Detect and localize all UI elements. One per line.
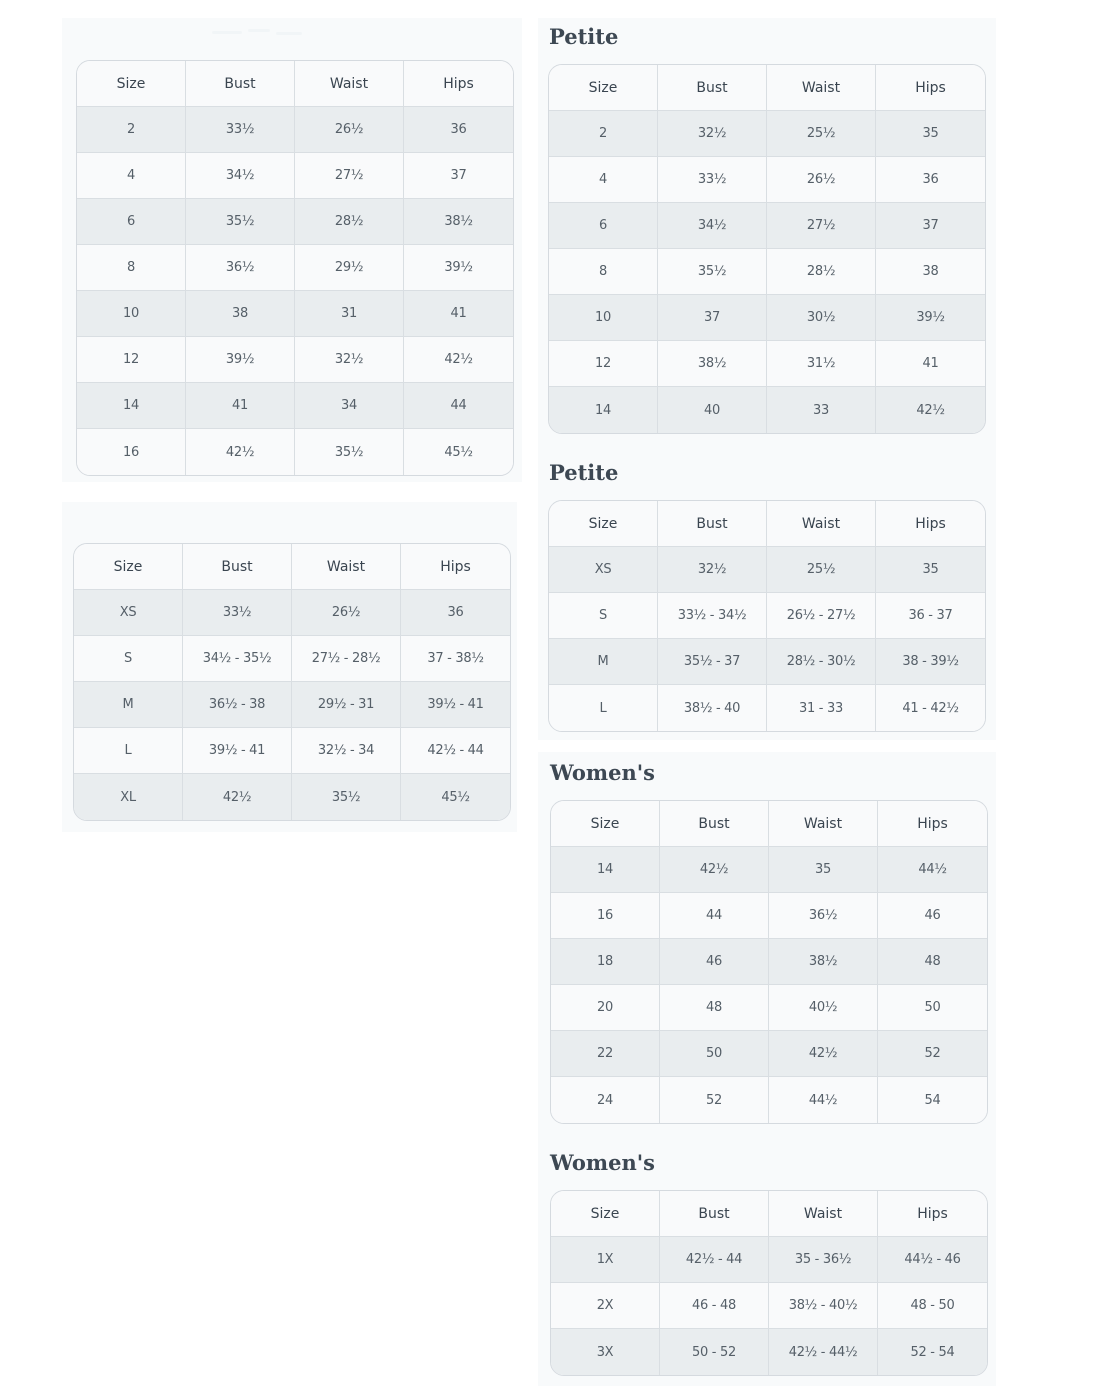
cell-bust: 50 [660,1031,769,1077]
cell-size: XS [74,590,183,636]
header-hips: Hips [404,61,513,107]
cell-size: 14 [549,387,658,433]
cell-size: L [74,728,183,774]
cell-hips: 41 [876,341,985,387]
cell-bust: 36½ - 38 [183,682,292,728]
cell-bust: 42½ [186,429,295,475]
cell-hips: 38½ [404,199,513,245]
header-hips: Hips [401,544,510,590]
cell-bust: 50 - 52 [660,1329,769,1375]
petite-numeric-size-table [548,64,986,434]
header-waist: Waist [767,65,876,111]
cell-size: 4 [77,153,186,199]
cell-size: 2 [77,107,186,153]
table-grid [549,501,985,731]
header-bust: Bust [183,544,292,590]
cell-bust: 34½ [658,203,767,249]
cell-hips: 48 - 50 [878,1283,987,1329]
cell-bust: 42½ [660,847,769,893]
cell-bust: 32½ [658,547,767,593]
cell-size: 24 [551,1077,660,1123]
cell-bust: 52 [660,1077,769,1123]
cell-size: 16 [551,893,660,939]
cell-hips: 36 [401,590,510,636]
cell-waist: 26½ [292,590,401,636]
header-waist: Waist [295,61,404,107]
table-grid [549,65,985,433]
cell-waist: 26½ [767,157,876,203]
cell-waist: 26½ - 27½ [767,593,876,639]
cell-size: 8 [549,249,658,295]
header-bust: Bust [658,501,767,547]
petite-numeric-heading: Petite [549,24,619,49]
cell-bust: 33½ - 34½ [658,593,767,639]
header-bust: Bust [660,1191,769,1237]
cell-bust: 46 [660,939,769,985]
cell-bust: 42½ [183,774,292,820]
cell-bust: 34½ [186,153,295,199]
cell-size: M [549,639,658,685]
cell-hips: 54 [878,1077,987,1123]
cell-hips: 36 - 37 [876,593,985,639]
header-waist: Waist [767,501,876,547]
cell-size: 6 [549,203,658,249]
cell-bust: 44 [660,893,769,939]
header-size: Size [551,801,660,847]
cell-size: 8 [77,245,186,291]
cell-size: 10 [549,295,658,341]
cell-size: 3X [551,1329,660,1375]
cell-waist: 38½ - 40½ [769,1283,878,1329]
cell-size: 2 [549,111,658,157]
cell-waist: 32½ [295,337,404,383]
cell-size: 12 [77,337,186,383]
cell-hips: 52 - 54 [878,1329,987,1375]
cell-hips: 50 [878,985,987,1031]
header-hips: Hips [876,501,985,547]
cell-bust: 46 - 48 [660,1283,769,1329]
cell-waist: 33 [767,387,876,433]
cell-waist: 42½ - 44½ [769,1329,878,1375]
cell-hips: 44½ - 46 [878,1237,987,1283]
cell-bust: 35½ [658,249,767,295]
cell-hips: 42½ [404,337,513,383]
cell-size: 4 [549,157,658,203]
cell-hips: 38 - 39½ [876,639,985,685]
cell-waist: 40½ [769,985,878,1031]
header-bust: Bust [186,61,295,107]
cell-size: S [74,636,183,682]
cell-size: 10 [77,291,186,337]
cell-bust: 36½ [186,245,295,291]
misses-size-table [76,60,514,476]
cell-bust: 38½ [658,341,767,387]
cell-size: L [549,685,658,731]
cell-waist: 27½ - 28½ [292,636,401,682]
faded-heading-mark [212,27,304,41]
cell-waist: 32½ - 34 [292,728,401,774]
cell-waist: 25½ [767,111,876,157]
table-grid [74,544,510,820]
cell-bust: 33½ [186,107,295,153]
header-hips: Hips [878,1191,987,1237]
header-size: Size [74,544,183,590]
cell-hips: 41 - 42½ [876,685,985,731]
header-bust: Bust [658,65,767,111]
cell-waist: 29½ - 31 [292,682,401,728]
petite-alpha-heading: Petite [549,460,619,485]
header-size: Size [549,501,658,547]
cell-hips: 41 [404,291,513,337]
cell-size: XS [549,547,658,593]
cell-size: 18 [551,939,660,985]
cell-bust: 37 [658,295,767,341]
cell-bust: 33½ [183,590,292,636]
cell-size: 14 [551,847,660,893]
cell-bust: 39½ [186,337,295,383]
cell-bust: 41 [186,383,295,429]
womens-plus-size-table [550,1190,988,1376]
cell-waist: 27½ [295,153,404,199]
table-grid [77,61,513,475]
cell-hips: 36 [876,157,985,203]
cell-hips: 44½ [878,847,987,893]
cell-hips: 45½ [404,429,513,475]
table-grid [551,1191,987,1375]
cell-waist: 35½ [292,774,401,820]
header-size: Size [551,1191,660,1237]
cell-size: M [74,682,183,728]
cell-waist: 25½ [767,547,876,593]
header-bust: Bust [660,801,769,847]
cell-waist: 31 - 33 [767,685,876,731]
cell-size: 2X [551,1283,660,1329]
cell-hips: 39½ [404,245,513,291]
cell-waist: 31½ [767,341,876,387]
header-size: Size [77,61,186,107]
cell-bust: 38½ - 40 [658,685,767,731]
header-waist: Waist [292,544,401,590]
cell-waist: 36½ [769,893,878,939]
header-waist: Waist [769,1191,878,1237]
cell-bust: 48 [660,985,769,1031]
cell-size: 16 [77,429,186,475]
cell-bust: 40 [658,387,767,433]
cell-size: 12 [549,341,658,387]
table-grid [551,801,987,1123]
cell-size: 20 [551,985,660,1031]
cell-bust: 35½ [186,199,295,245]
cell-bust: 42½ - 44 [660,1237,769,1283]
cell-waist: 35 [769,847,878,893]
cell-hips: 42½ [876,387,985,433]
cell-hips: 35 [876,111,985,157]
cell-bust: 39½ - 41 [183,728,292,774]
header-size: Size [549,65,658,111]
cell-hips: 39½ - 41 [401,682,510,728]
cell-waist: 35½ [295,429,404,475]
cell-waist: 28½ [295,199,404,245]
cell-waist: 42½ [769,1031,878,1077]
cell-size: 22 [551,1031,660,1077]
womens-numeric-heading: Women's [550,760,655,785]
cell-hips: 46 [878,893,987,939]
cell-bust: 33½ [658,157,767,203]
header-hips: Hips [878,801,987,847]
cell-waist: 38½ [769,939,878,985]
cell-waist: 30½ [767,295,876,341]
cell-hips: 38 [876,249,985,295]
cell-waist: 34 [295,383,404,429]
cell-bust: 32½ [658,111,767,157]
cell-size: 14 [77,383,186,429]
cell-size: 1X [551,1237,660,1283]
cell-waist: 28½ [767,249,876,295]
header-waist: Waist [769,801,878,847]
cell-waist: 29½ [295,245,404,291]
petite-alpha-size-table [548,500,986,732]
cell-hips: 36 [404,107,513,153]
cell-hips: 48 [878,939,987,985]
cell-hips: 42½ - 44 [401,728,510,774]
cell-hips: 39½ [876,295,985,341]
cell-hips: 37 [876,203,985,249]
cell-hips: 37 - 38½ [401,636,510,682]
cell-hips: 52 [878,1031,987,1077]
header-hips: Hips [876,65,985,111]
misses-alpha-size-table [73,543,511,821]
cell-waist: 35 - 36½ [769,1237,878,1283]
cell-waist: 27½ [767,203,876,249]
cell-waist: 28½ - 30½ [767,639,876,685]
cell-size: S [549,593,658,639]
cell-bust: 34½ - 35½ [183,636,292,682]
cell-hips: 45½ [401,774,510,820]
cell-bust: 35½ - 37 [658,639,767,685]
womens-plus-heading: Women's [550,1150,655,1175]
cell-waist: 44½ [769,1077,878,1123]
cell-size: 6 [77,199,186,245]
womens-numeric-size-table [550,800,988,1124]
cell-hips: 35 [876,547,985,593]
cell-waist: 26½ [295,107,404,153]
cell-waist: 31 [295,291,404,337]
cell-bust: 38 [186,291,295,337]
cell-hips: 37 [404,153,513,199]
cell-hips: 44 [404,383,513,429]
cell-size: XL [74,774,183,820]
